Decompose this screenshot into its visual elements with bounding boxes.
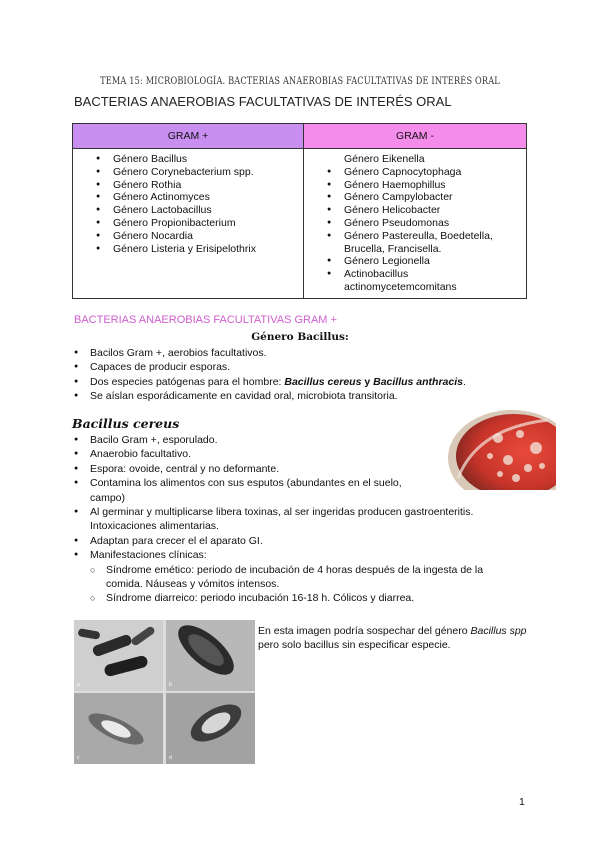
- list-item: ● Bacilos Gram +, aerobios facultativos.: [72, 346, 532, 360]
- list-item: [72, 375, 532, 389]
- list-item: ● Género Pseudomonas: [304, 217, 526, 230]
- micrograph-panel-a: [74, 620, 163, 691]
- gram-neg-header: GRAM -: [304, 124, 527, 149]
- bacillus-list: [72, 346, 532, 404]
- list-item: ● Al germinar y multiplicarse libera toxinas, al ser ingeridas producen gastroenteritis.: [72, 505, 532, 519]
- text: En esta imagen podría sospechar del género: [258, 625, 471, 637]
- list-item-continuation: Intoxicaciones alimentarias.: [90, 520, 219, 533]
- micrograph-panel-d: [166, 693, 255, 764]
- micrograph-panel-c: [74, 693, 163, 764]
- list-item: ● Género Pastereulla, Boedetella,: [304, 230, 526, 243]
- list-item: ● Género Lactobacillus: [73, 204, 303, 217]
- list-item: ● Género Listeria y Erisipelothrix: [73, 243, 303, 256]
- genus-name: Bacillus spp: [470, 625, 527, 637]
- list-item: actinomycetemcomitans: [344, 280, 457, 293]
- svg-text:b: b: [169, 682, 172, 688]
- svg-text:a: a: [77, 682, 80, 688]
- list-item: ● Género Haemophillus: [304, 179, 526, 192]
- micrograph-panel-b: [166, 620, 255, 691]
- species-name: Bacillus anthracis: [373, 375, 463, 388]
- list-item: ● Se aíslan esporádicamente en cavidad oral, microbiota transitoria.: [72, 389, 532, 403]
- list-item: ● Anaerobio facultativo.: [72, 447, 532, 461]
- list-item: Brucella, Francisella.: [344, 242, 442, 255]
- gram-table: [72, 123, 527, 299]
- micrograph-image: [74, 620, 255, 764]
- species-name: Bacillus cereus: [284, 375, 362, 388]
- list-item: ● Manifestaciones clínicas:: [72, 548, 532, 562]
- list-item: ● Actinobacillus: [304, 268, 526, 281]
- text: pero solo bacillus sin especificar especie.: [258, 639, 451, 652]
- text: Dos especies patógenas para el hombre:: [90, 375, 285, 388]
- list-item: ● Género Legionella: [304, 255, 526, 268]
- page-number: 1: [519, 796, 525, 808]
- genero-title: Género Bacillus:: [251, 331, 349, 343]
- cereus-list: [72, 433, 532, 606]
- sub-list-item: ○ Síndrome emético: periodo de incubación de 4 horas después de la ingesta de la: [72, 563, 532, 577]
- list-item: Género Eikenella: [344, 153, 425, 165]
- list-item: ● Capaces de producir esporas.: [72, 360, 532, 374]
- section-title: BACTERIAS ANAEROBIAS FACULTATIVAS GRAM +: [74, 314, 337, 326]
- list-item: ● Género Bacillus: [73, 153, 303, 166]
- list-item: ● Género Rothia: [73, 179, 303, 192]
- list-item: ● Género Corynebacterium spp.: [73, 166, 303, 179]
- list-item: ● Género Nocardia: [73, 230, 303, 243]
- list-item: ● Espora: ovoide, central y no deformante.: [72, 462, 532, 476]
- page-heading: BACTERIAS ANAEROBIAS FACULTATIVAS DE INTERÉS ORAL: [74, 94, 452, 109]
- list-item: ● Género Campylobacter: [304, 191, 526, 204]
- bacillus-cereus-title: Bacillus cereus: [72, 416, 180, 431]
- svg-text:d: d: [169, 755, 172, 761]
- list-item: ● Adaptan para crecer el el aparato GI.: [72, 534, 532, 548]
- course-header: TEMA 15: MICROBIOLOGÍA. BACTERIAS ANAEROBIAS FACULTATIVAS DE INTERÉS ORAL: [100, 76, 500, 87]
- list-item: ● Género Capnocytophaga: [304, 166, 526, 179]
- image-caption: [258, 624, 528, 653]
- text: y: [361, 375, 374, 388]
- list-item: ● Bacilo Gram +, esporulado.: [72, 433, 532, 447]
- list-item: ● Contamina los alimentos con sus esputos (abundantes en el suelo,: [72, 476, 532, 490]
- text: .: [462, 375, 466, 388]
- gram-pos-header: GRAM +: [73, 124, 304, 149]
- list-item-continuation: campo): [90, 491, 126, 504]
- svg-text:c: c: [77, 755, 80, 761]
- gram-neg-cell: [304, 149, 527, 299]
- sub-list-item-continuation: comida. Náuseas y vómitos intensos.: [106, 578, 280, 591]
- list-item: ● Género Actinomyces: [73, 191, 303, 204]
- gram-pos-cell: [73, 149, 304, 299]
- list-item: ● Género Propionibacterium: [73, 217, 303, 230]
- list-item: ● Género Helicobacter: [304, 204, 526, 217]
- sub-list-item: ○ Síndrome diarreico: periodo incubación 16-18 h. Cólicos y diarrea.: [72, 591, 532, 605]
